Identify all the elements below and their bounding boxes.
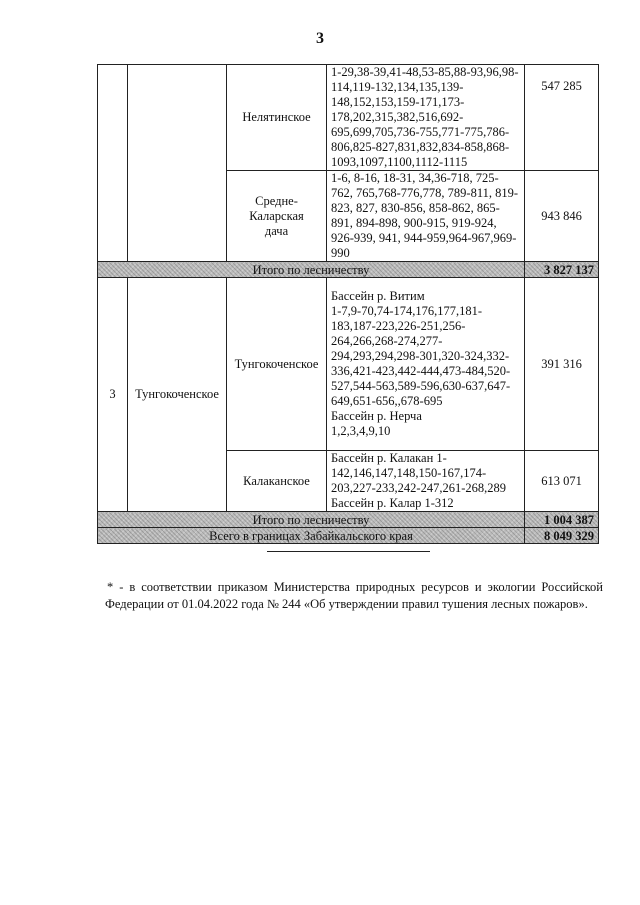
- basin-quarters: 1-7,9-70,74-174,176,177,181-183,187-223,226-251,256-264,266,268-274,277-294,293,294,298-301,320-324,332-336,421-423,442-444,473-484,520-527,544-563,589-596,630-637,647-649,651-656,,678-695: [331, 304, 511, 408]
- total-row: [98, 512, 599, 528]
- quarters-list: 1-29,38-39,41-48,53-85,88-93,96,98-114,119-132,134,135,139-148,152,153,159-171,173-178,202,315,382,516,692-695,699,705,736-755,771-775,786-806,825-827,831,832,834-858,868-1093,1097,1100,1112-1115: [327, 65, 525, 171]
- basin-quarters: Бассейн р. Калар 1-312: [331, 496, 454, 510]
- area-value: 547 285: [525, 65, 599, 171]
- forestry-number: 3: [98, 278, 128, 512]
- total-label: Итого по лесничеству: [98, 512, 525, 528]
- quarters-list: [327, 278, 525, 451]
- total-label: Итого по лесничеству: [98, 262, 525, 278]
- quarters-list: [327, 451, 525, 512]
- footnote: * - в соответствии приказом Министерства природных ресурсов и экологии Российской Федерации от 01.04.2022 года № 244 «Об утверждении правил тушения лесных пожаров».: [105, 580, 603, 611]
- grand-total-label: Всего в границах Забайкальского края: [98, 528, 525, 544]
- subforestry-name: Калаканское: [227, 451, 327, 512]
- basin-quarters: 1,2,3,4,9,10: [331, 424, 391, 438]
- basin-label: Бассейн р. Нерча: [331, 409, 422, 423]
- quarters-list: 1-6, 8-16, 18-31, 34,36-718, 725-762, 765,768-776,778, 789-811, 819-823, 827, 830-856, 858-862, 865-891, 894-898, 900-915, 919-924, 926-939, 941, 944-959,964-967,969-990: [327, 171, 525, 262]
- area-value: 943 846: [525, 171, 599, 262]
- basin-quarters: Бассейн р. Калакан 1-142,146,147,148,150-167,174-203,227-233,242-247,261-268,289: [331, 451, 506, 495]
- table-row: [98, 278, 599, 451]
- table-row: [98, 65, 599, 171]
- divider-line: [267, 551, 430, 552]
- area-value: 613 071: [525, 451, 599, 512]
- forestry-number-cell: [98, 65, 128, 262]
- page-number: 3: [316, 30, 324, 47]
- subforestry-name: Средне-Каларская дача: [227, 171, 327, 262]
- total-row: [98, 262, 599, 278]
- grand-total-value: 8 049 329: [525, 528, 599, 544]
- forestry-name-cell: [128, 65, 227, 262]
- area-value: 391 316: [525, 278, 599, 451]
- forestry-name: Тунгокоченское: [128, 278, 227, 512]
- grand-total-row: [98, 528, 599, 544]
- total-value: 1 004 387: [525, 512, 599, 528]
- basin-label: Бассейн р. Витим: [331, 289, 425, 303]
- forestry-table: [97, 64, 599, 544]
- total-value: 3 827 137: [525, 262, 599, 278]
- subforestry-name: Тунгокоченское: [227, 278, 327, 451]
- subforestry-name: Нелятинское: [227, 65, 327, 171]
